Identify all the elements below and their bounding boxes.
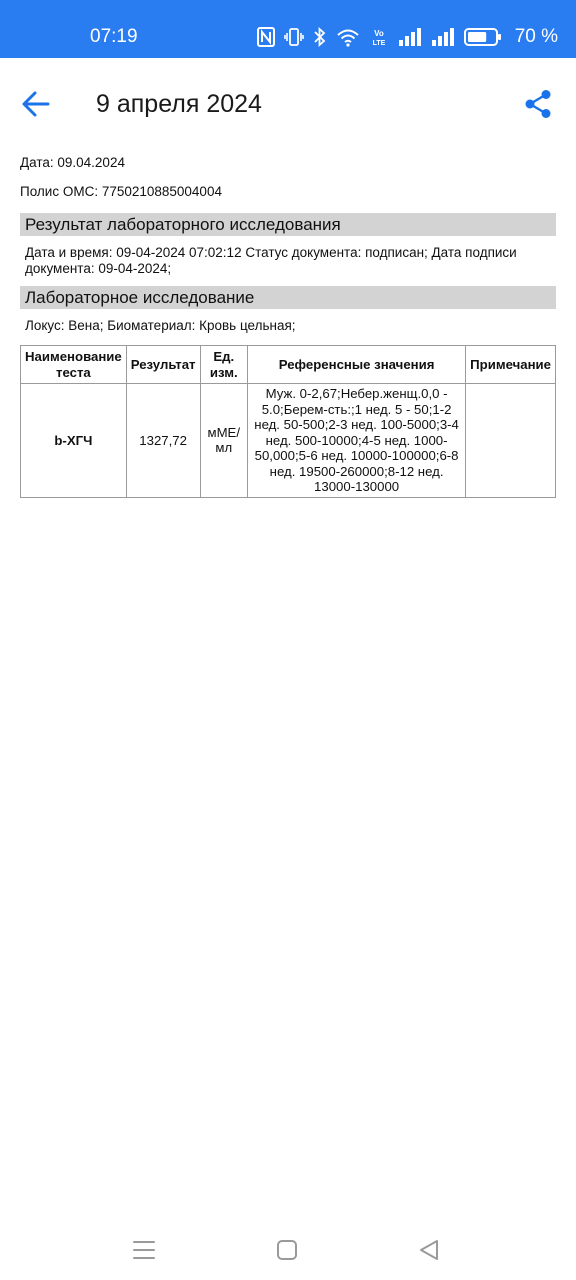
signal-icon bbox=[398, 25, 422, 49]
page-title: 9 апреля 2024 bbox=[96, 90, 262, 118]
status-icons bbox=[257, 24, 558, 50]
table-header-row bbox=[21, 346, 556, 384]
policy-number: Полис ОМС: 7750210885004004 bbox=[20, 184, 222, 199]
menu-icon bbox=[132, 1239, 156, 1261]
section-title-lab-result: Результат лабораторного исследования bbox=[20, 213, 556, 236]
document-status-info: Дата и время: 09-04-2024 07:02:12 Статус документа: подписан; Дата подписи документа: 09-04-2024; bbox=[25, 245, 517, 276]
section-title-lab-study: Лабораторное исследование bbox=[20, 286, 556, 309]
volte-icon bbox=[369, 25, 389, 49]
share-button[interactable] bbox=[516, 82, 560, 126]
results-table bbox=[20, 345, 556, 498]
biomaterial-info: Локус: Вена; Биоматериал: Кровь цельная; bbox=[25, 318, 296, 333]
column-header: Наименование теста bbox=[21, 346, 127, 384]
share-icon bbox=[524, 89, 552, 119]
column-header: Примечание bbox=[466, 346, 556, 384]
home-square-icon bbox=[276, 1239, 298, 1261]
system-nav-bar bbox=[0, 1220, 576, 1280]
reference-values: Муж. 0-2,67;Небер.женщ.0,0 - 5.0;Берем-сть:;1 нед. 5 - 50;1-2 нед. 50-500;2-3 нед. 100-5000;3-4 нед. 500-10000;4-5 нед. 1000-50,000;5-6 нед. 10000-100000;6-8 нед. 19500-260000;8-12 нед. 13000-130000 bbox=[248, 384, 466, 498]
signal-icon bbox=[431, 25, 455, 49]
wifi-icon bbox=[336, 25, 360, 49]
recent-apps-button[interactable] bbox=[122, 1234, 166, 1266]
status-bar bbox=[0, 0, 576, 58]
nfc-icon bbox=[257, 25, 275, 49]
battery-percent: 70 % bbox=[514, 26, 558, 47]
test-result: 1327,72 bbox=[126, 384, 200, 498]
home-button[interactable] bbox=[265, 1234, 309, 1266]
battery-icon bbox=[464, 25, 502, 49]
column-header: Ед. изм. bbox=[200, 346, 247, 384]
svg-text:Vo: Vo bbox=[373, 29, 384, 38]
test-name: b-ХГЧ bbox=[21, 384, 127, 498]
test-note bbox=[466, 384, 556, 498]
column-header: Результат bbox=[126, 346, 200, 384]
back-triangle-icon bbox=[418, 1239, 440, 1261]
document-date: Дата: 09.04.2024 bbox=[20, 155, 125, 170]
back-button[interactable] bbox=[14, 82, 58, 126]
app-header bbox=[0, 58, 576, 150]
svg-text:LTE: LTE bbox=[372, 40, 386, 47]
bluetooth-icon bbox=[313, 25, 327, 49]
arrow-left-icon bbox=[21, 89, 51, 119]
table-row bbox=[21, 384, 556, 498]
test-unit: мМЕ/мл bbox=[200, 384, 247, 498]
system-back-button[interactable] bbox=[407, 1234, 451, 1266]
status-time: 07:19 bbox=[90, 26, 138, 47]
vibrate-icon bbox=[284, 25, 304, 49]
column-header: Референсные значения bbox=[248, 346, 466, 384]
